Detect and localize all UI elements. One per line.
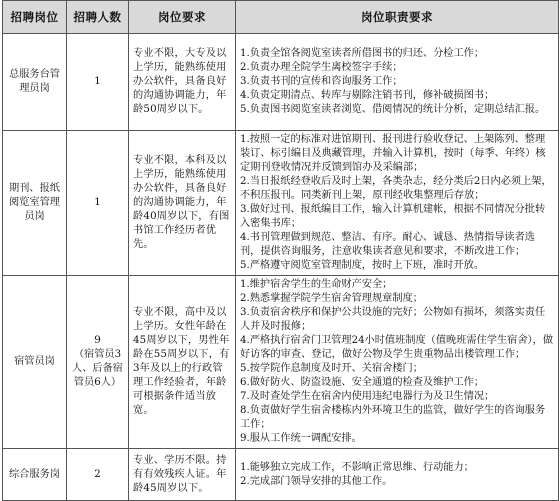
- duties-cell: [236, 449, 559, 501]
- requirement-cell: 专业不限，本科及以上学历，能熟练使用办公软件，具备良好的沟通协调能力，年龄40周岁以下，有图书馆工作经历者优先。: [129, 131, 236, 276]
- requirement-cell: 专业不限，大专及以上学历，能熟练使用办公软件，具备良好的沟通协调能力，年龄50周岁以下。: [129, 34, 236, 131]
- duty-item: 4.严格执行宿舍门卫管理24小时值班制度（值晚班需住学生宿舍），做好访客的审查、登记，做好公物及学生贵重物品出楼管理工作；: [240, 335, 554, 360]
- count-value: 1: [94, 76, 101, 87]
- duty-item: 5.负责图书阅览室读者浏览、借阅情况的统计分析，定期总结汇报。: [240, 104, 546, 115]
- duty-item: 1.负责全馆各阅览室读者所借图书的归还、分检工作；: [240, 48, 485, 59]
- table-row: [3, 34, 559, 131]
- count-value: 2: [94, 468, 101, 480]
- position-cell: 总服务台管理员岗: [3, 34, 67, 131]
- duty-item: 2.当日报纸经登收后及时上架，各类杂志，经分类后2日内必须上架，不积压报刊。同类新刊上架，原刊经收集整理后存放；: [240, 176, 552, 201]
- duties-cell: [236, 276, 559, 449]
- duty-item: 6.做好防火、防盗设施、安全通道的检查及维护工作；: [240, 377, 485, 388]
- header-position: 招聘岗位: [3, 1, 67, 34]
- table-row: [3, 276, 559, 449]
- duty-item: 7.及时查处学生在宿舍内使用违纪电器行为及卫生情况；: [240, 391, 495, 402]
- duty-item: 1.按照一定的标准对进馆期刊、报刊进行验收登记、上架陈列、整理装订、标引编目及典藏管理，并输入计算机，按时（每季、年终）核定期刊登收情况并反馈到馆办及采编部；: [240, 134, 546, 173]
- duty-item: 8.负责做好学生宿舍楼栋内外环境卫生的监管，做好学生的咨询服务工作；: [240, 405, 546, 430]
- count-cell: [67, 276, 129, 449]
- duty-item: 3.负责宿舍秩序和保护公共设施的完好；公物如有损坏，须落实责任人并及时报修；: [240, 307, 546, 332]
- recruitment-table: [2, 0, 559, 501]
- count-cell: [67, 131, 129, 276]
- table-header-row: [3, 1, 559, 34]
- count-cell: [67, 34, 129, 131]
- position-cell: 宿管员岗: [3, 276, 67, 449]
- duty-item: 1.能够独立完成工作，不影响正常思维、行动能力；: [240, 461, 474, 473]
- count-value: 1: [94, 197, 101, 208]
- duties-cell: [236, 34, 559, 131]
- duty-item: 2.负责办理全院学生离校签字手续；: [240, 62, 403, 73]
- count-value: 9: [94, 335, 101, 346]
- header-count: 招聘人数: [67, 1, 129, 34]
- count-cell: [67, 449, 129, 501]
- duty-item: 2.完成部门领导安排的其他工作。: [240, 475, 393, 487]
- table-row: [3, 449, 559, 501]
- duty-item: 3.做好过刊、报纸编目工作，输入计算机建帐，根据不同情况分批转入密集书库；: [240, 204, 546, 229]
- table-row: [3, 131, 559, 276]
- count-note: （宿管员3人、后备宿管员6人）: [72, 349, 123, 388]
- requirement-cell: 专业不限，高中及以上学历。女性年龄在45周岁以下，男性年龄在55周岁以下，有3年及以上的行政管理工作经验者，年龄可根据条件适当放宽。: [129, 276, 236, 449]
- duty-item: 4.负责定期清点、转库与剔除注销书刊，修补破损图书；: [240, 90, 495, 101]
- header-requirement: 岗位要求: [129, 1, 236, 34]
- position-cell: 期刊、报纸阅览室管理员岗: [3, 131, 67, 276]
- duty-item: 9.服从工作统一调配安排。: [240, 433, 362, 444]
- duties-cell: [236, 131, 559, 276]
- requirement-cell: 专业、学历不限。持有有效残疾人证。年龄45周岁以下。: [129, 449, 236, 501]
- duty-item: 3.负责书刊的宣传和咨询服务工作；: [240, 76, 403, 87]
- header-duties: 岗位职责要求: [236, 1, 559, 34]
- duty-item: 5.按学院作息制度及时开、关宿舍楼门；: [240, 363, 423, 374]
- duty-item: 1.维护宿舍学生的生命财产安全；: [240, 279, 393, 290]
- duty-item: 5.严格遵守阅览室管理制度，按时上下班，准时开放。: [240, 260, 485, 271]
- duty-item: 2.熟悉掌握学院学生宿舍管理规章制度；: [240, 293, 423, 304]
- position-cell: 综合服务岗: [3, 449, 67, 501]
- duty-item: 4.书刊管理做到规范、整洁、有序。耐心、诚恳、热情指导读者选刊，提供咨询服务，注意收集读者意见和要求，不断改进工作；: [240, 232, 535, 257]
